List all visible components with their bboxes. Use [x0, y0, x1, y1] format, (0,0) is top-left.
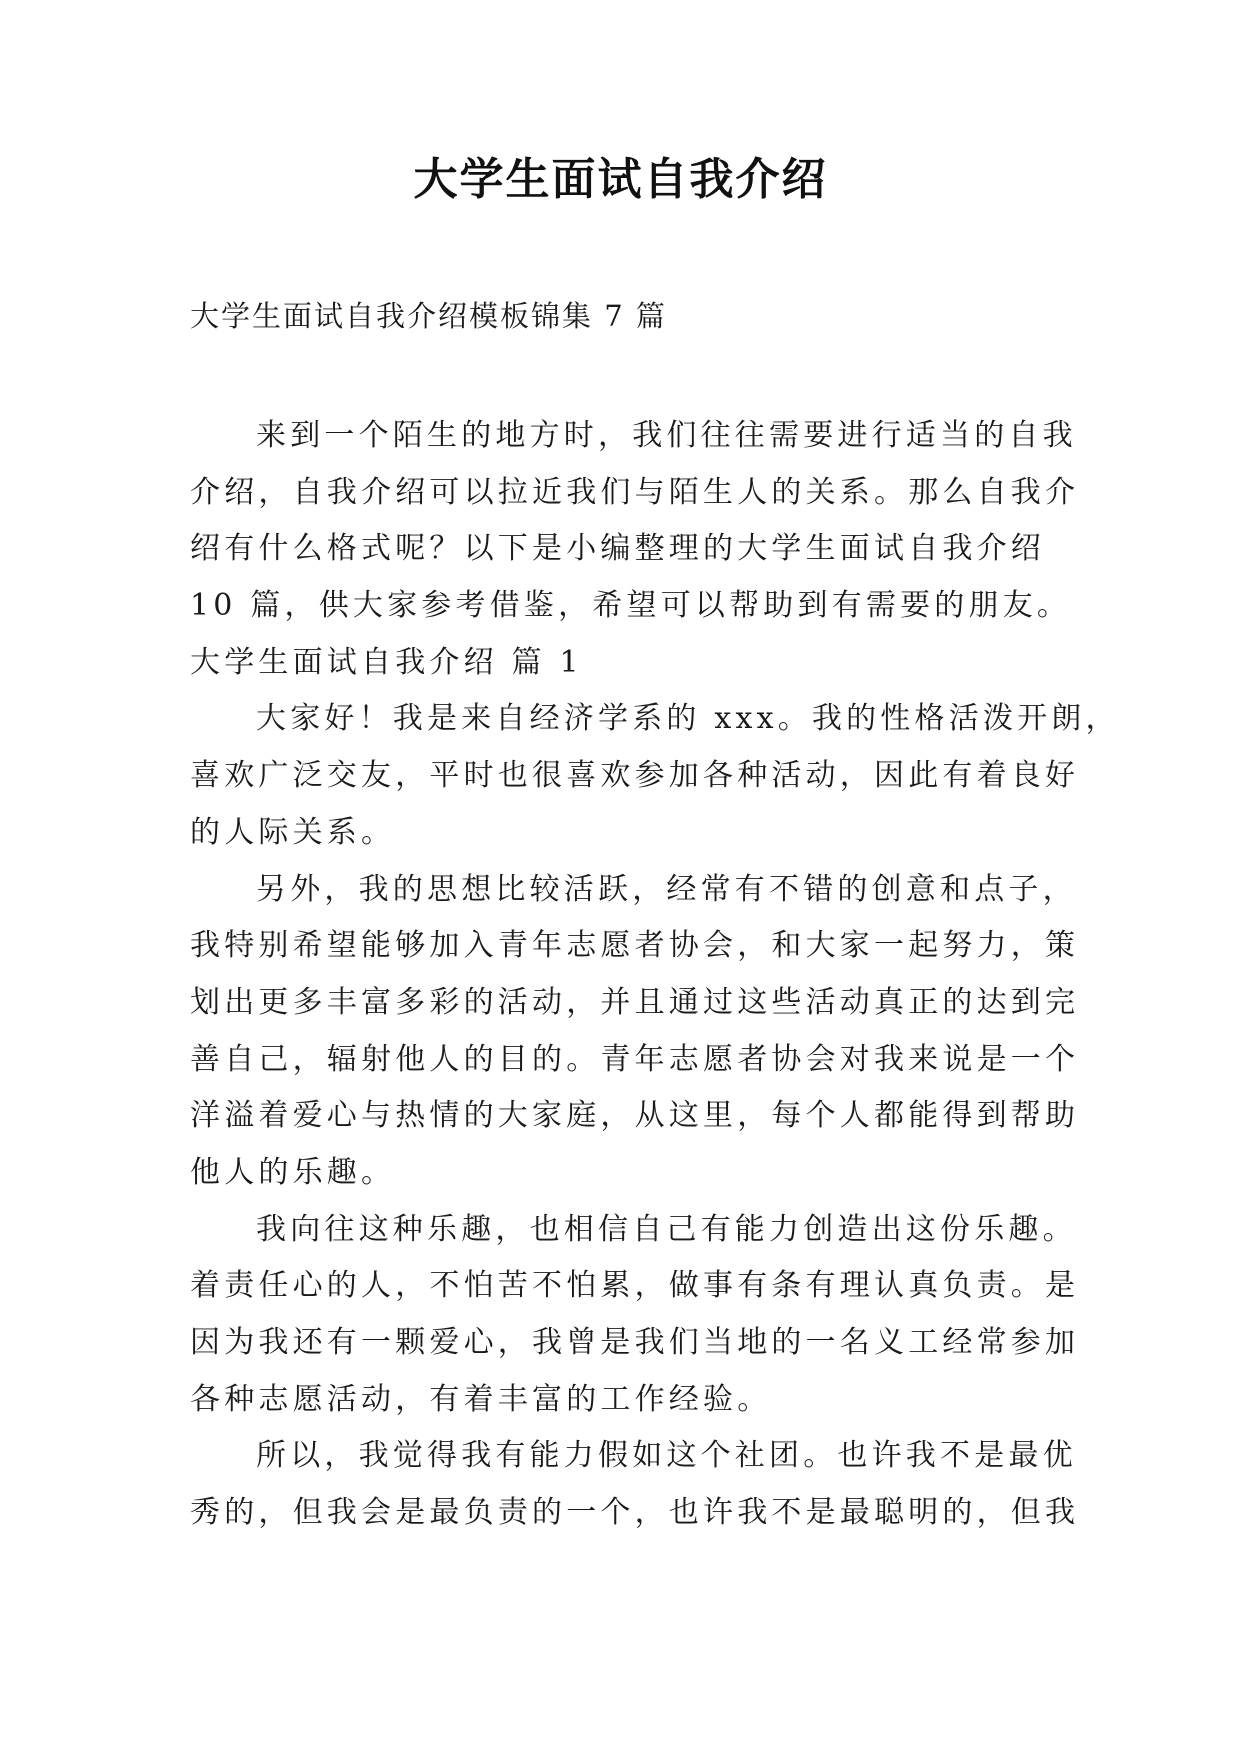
- text-line: 秀的，但我会是最负责的一个，也许我不是最聪明的，但我: [190, 1495, 1080, 1531]
- text-line: 大家好！我是来自经济学系的 xxx。我的性格活泼开朗，: [256, 701, 1120, 737]
- text-line: 的人际关系。: [190, 814, 396, 850]
- section-heading: 大学生面试自我介绍 篇 1: [190, 644, 583, 680]
- text-line: 来到一个陌生的地方时，我们往往需要进行适当的自我: [256, 418, 1077, 453]
- text-line: 洋溢着爱心与热情的大家庭，从这里，每个人都能得到帮助: [190, 1098, 1080, 1134]
- text-line: 我向往这种乐趣，也相信自己有能力创造出这份乐趣。: [256, 1211, 1077, 1247]
- text-line: 所以，我觉得我有能力假如这个社团。也许我不是最优: [256, 1438, 1077, 1474]
- text-line: 划出更多丰富多彩的活动，并且通过这些活动真正的达到完: [190, 984, 1080, 1020]
- text-line: 他人的乐趣。: [190, 1154, 396, 1190]
- text-line: 因为我还有一颗爱心，我曾是我们当地的一名义工经常参加: [190, 1325, 1080, 1360]
- text-line: 我特别希望能够加入青年志愿者协会，和大家一起努力，策: [190, 928, 1080, 964]
- text-line: 各种志愿活动，有着丰富的工作经验。: [190, 1381, 772, 1417]
- text-line: 着责任心的人，不怕苦不怕累，做事有条有理认真负责。是: [190, 1268, 1080, 1304]
- document-title: 大学生面试自我介绍: [413, 154, 828, 205]
- text-line: 介绍，自我介绍可以拉近我们与陌生人的关系。那么自我介: [190, 474, 1080, 510]
- document-subtitle: 大学生面试自我介绍模板锦集 7 篇: [190, 299, 667, 333]
- document-body: [190, 408, 1120, 1542]
- text-line: 另外，我的思想比较活跃，经常有不错的创意和点子，: [256, 871, 1077, 907]
- text-line: 绍有什么格式呢？以下是小编整理的大学生面试自我介绍: [190, 531, 1045, 567]
- text-line: 10 篇，供大家参考借鉴，希望可以帮助到有需要的朋友。: [190, 588, 1072, 624]
- text-line: 喜欢广泛交友，平时也很喜欢参加各种活动，因此有着良好: [190, 758, 1080, 794]
- text-line: 善自己，辐射他人的目的。青年志愿者协会对我来说是一个: [190, 1041, 1080, 1077]
